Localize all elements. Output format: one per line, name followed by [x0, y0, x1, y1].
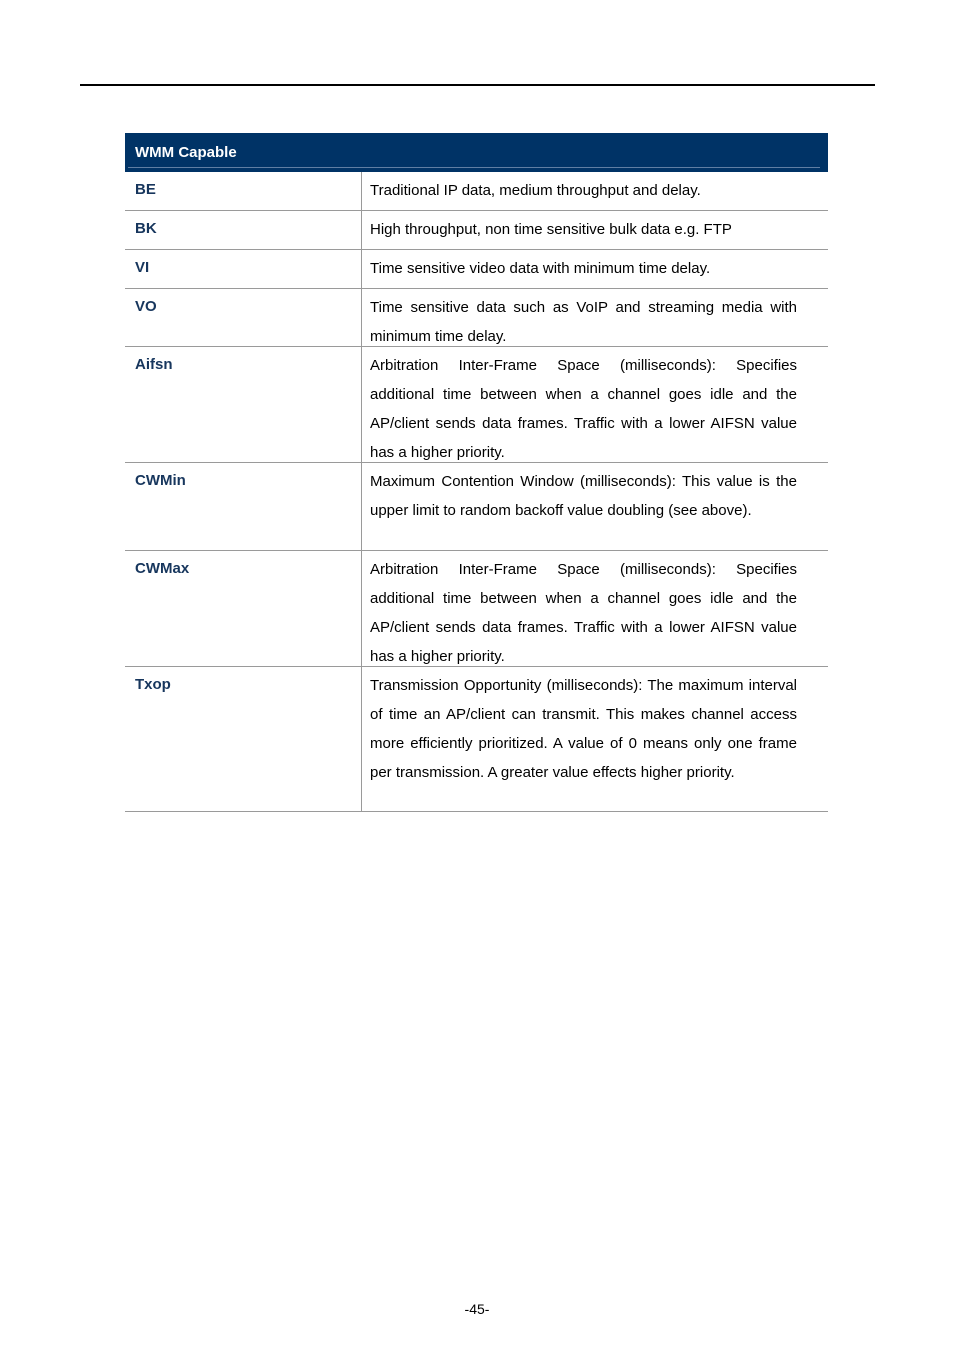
parameter-name: BK [125, 211, 362, 249]
parameter-name: Txop [125, 667, 362, 811]
parameter-name: CWMin [125, 463, 362, 550]
parameter-description: Traditional IP data, medium throughput and delay. [370, 182, 701, 199]
parameter-name: CWMax [125, 551, 362, 666]
parameter-description: Time sensitive data such as VoIP and streaming media with minimum time delay. [370, 299, 797, 345]
parameter-description: High throughput, non time sensitive bulk data e.g. FTP [370, 221, 732, 238]
parameter-name: BE [125, 172, 362, 210]
parameter-name: Aifsn [125, 347, 362, 462]
table-row [125, 667, 828, 812]
parameter-description: Transmission Opportunity (milliseconds): The maximum interval of time an AP/client can transmit. This makes channel access more efficiently prioritized. A value of 0 means only one frame per transmission. A greater value effects higher priority. [370, 677, 797, 781]
table-row [125, 463, 828, 551]
parameter-name: VO [125, 289, 362, 346]
parameter-name: VI [125, 250, 362, 288]
wmm-parameters-table [125, 133, 828, 812]
table-header-title: WMM Capable [135, 144, 237, 161]
page-number: -45- [464, 1301, 490, 1317]
header-divider [128, 167, 820, 168]
table-row [125, 551, 828, 667]
table-row [125, 211, 828, 250]
table-header [125, 133, 828, 172]
parameter-description: Arbitration Inter-Frame Space (milliseconds): Specifies additional time between when a channel goes idle and the AP/client sends data frames. Traffic with a lower AIFSN value has a higher priority. [370, 357, 797, 461]
parameter-description: Maximum Contention Window (milliseconds): This value is the upper limit to random backoff value doubling (see above). [370, 473, 797, 519]
table-row [125, 172, 828, 211]
table-row [125, 347, 828, 463]
table-row [125, 289, 828, 347]
header-rule [80, 84, 875, 86]
table-row [125, 250, 828, 289]
parameter-description: Time sensitive video data with minimum time delay. [370, 260, 711, 277]
parameter-description: Arbitration Inter-Frame Space (milliseconds): Specifies additional time between when a channel goes idle and the AP/client sends data frames. Traffic with a lower AIFSN value has a higher priority. [370, 561, 797, 665]
